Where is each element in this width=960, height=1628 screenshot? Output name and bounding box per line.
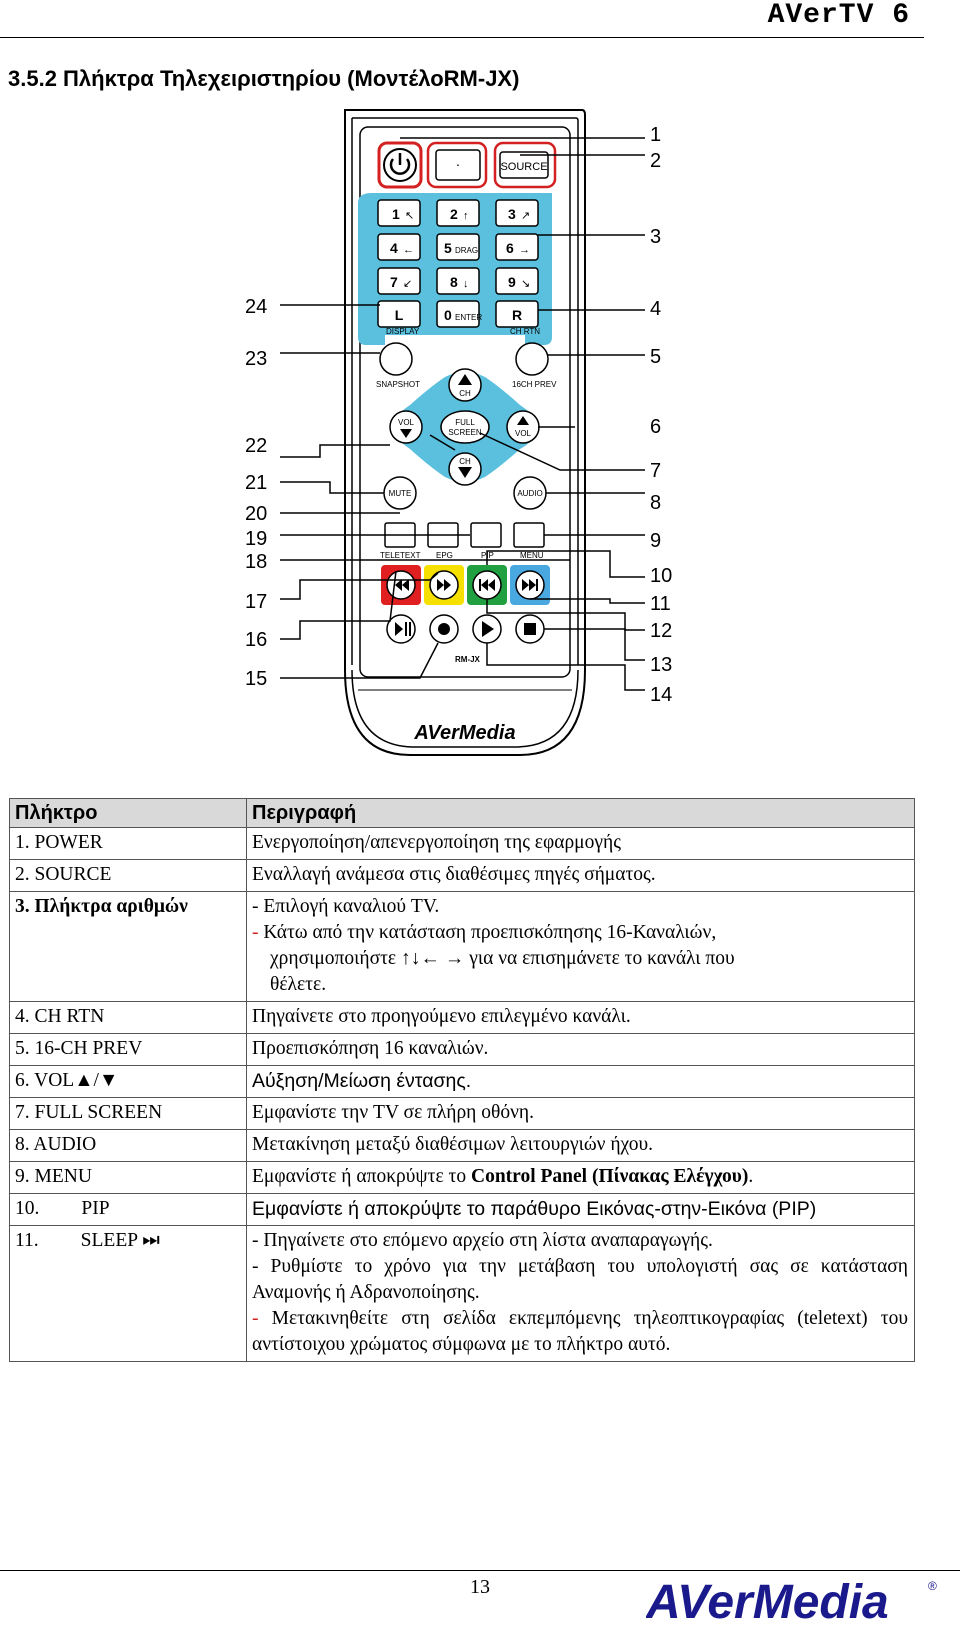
dot-label: · xyxy=(455,156,461,172)
table-row xyxy=(10,1098,915,1130)
column-header-description: Περιγραφή xyxy=(247,799,915,828)
svg-text:L: L xyxy=(394,307,404,323)
key-1[interactable] xyxy=(378,200,420,226)
svg-text:21: 21 xyxy=(245,472,268,494)
key-cell: 1. POWER xyxy=(10,828,247,860)
description-cell: Ενεργοποίηση/απενεργοποίηση της εφαρμογής xyxy=(247,828,915,860)
remote-brand-logo: AVerMedia xyxy=(414,722,516,744)
menu-button[interactable] xyxy=(514,523,544,547)
svg-text:1: 1 xyxy=(650,124,662,146)
svg-text:↙: ↙ xyxy=(403,278,413,290)
source-label: SOURCE xyxy=(500,161,548,173)
svg-text:20: 20 xyxy=(245,503,268,525)
prev16-label: 16CH PREV xyxy=(512,380,557,389)
menu-label: MENU xyxy=(520,551,544,560)
callout-numbers-left xyxy=(245,296,267,690)
description-cell: Εμφανίστε ή αποκρύψτε το παράθυρο Εικόνας-στην-Εικόνα (PIP) xyxy=(247,1194,915,1226)
svg-text:15: 15 xyxy=(245,668,268,690)
key-2[interactable] xyxy=(437,200,479,226)
svg-text:AUDIO: AUDIO xyxy=(517,489,543,498)
remote-control-figure xyxy=(0,105,960,795)
key-3[interactable] xyxy=(496,200,538,226)
key-7[interactable] xyxy=(378,268,420,294)
table-row xyxy=(10,1162,915,1194)
key-cell: 2. SOURCE xyxy=(10,860,247,892)
svg-text:CH: CH xyxy=(459,457,471,466)
key-cell: 9. MENU xyxy=(10,1162,247,1194)
table-row xyxy=(10,1066,915,1098)
svg-text:10: 10 xyxy=(650,565,673,587)
svg-text:3: 3 xyxy=(650,226,662,248)
svg-text:11: 11 xyxy=(650,593,671,615)
svg-text:24: 24 xyxy=(245,296,268,318)
svg-text:ENTER: ENTER xyxy=(455,313,483,322)
record-button[interactable] xyxy=(430,615,458,643)
key-l-display[interactable] xyxy=(378,301,420,327)
page-number: 13 xyxy=(470,1576,490,1598)
table-row xyxy=(10,1194,915,1226)
key-cell: 11. SLEEP ⏭ xyxy=(10,1226,247,1362)
svg-text:8: 8 xyxy=(450,274,458,290)
svg-text:5: 5 xyxy=(650,346,662,368)
play-button[interactable] xyxy=(473,615,501,643)
description-cell: Εμφανίστε την TV σε πλήρη οθόνη. xyxy=(247,1098,915,1130)
key-description-table xyxy=(9,798,915,1362)
svg-text:17: 17 xyxy=(245,591,268,613)
svg-text:5: 5 xyxy=(444,240,452,256)
table-row xyxy=(10,1002,915,1034)
display-label: DISPLAY xyxy=(386,327,420,336)
forward-button[interactable] xyxy=(430,571,458,599)
previous-button[interactable] xyxy=(473,571,501,599)
svg-text:CH: CH xyxy=(459,389,471,398)
key-4[interactable] xyxy=(378,234,420,260)
table-row xyxy=(10,828,915,860)
table-row xyxy=(10,1034,915,1066)
svg-text:22: 22 xyxy=(245,435,268,457)
svg-text:12: 12 xyxy=(650,620,673,642)
svg-text:←: ← xyxy=(403,244,414,256)
svg-text:R: R xyxy=(511,307,523,323)
svg-text:DRAG: DRAG xyxy=(455,246,479,255)
prev16-button[interactable] xyxy=(516,343,548,375)
svg-text:7: 7 xyxy=(390,274,398,290)
section-title: 3.5.2 Πλήκτρα Τηλεχειριστηρίου (ΜοντέλοRM-JX) xyxy=(8,66,520,91)
full-screen-button[interactable] xyxy=(441,411,489,443)
svg-text:↑: ↑ xyxy=(463,210,469,222)
svg-text:1: 1 xyxy=(392,206,400,222)
key-cell: 4. CH RTN xyxy=(10,1002,247,1034)
svg-text:9: 9 xyxy=(508,274,516,290)
svg-text:14: 14 xyxy=(650,684,673,706)
description-line: χρησιμοποιήστε ↑↓← → για να επισημάνετε το κανάλι που xyxy=(270,948,735,969)
svg-text:6: 6 xyxy=(650,416,662,438)
key-6[interactable] xyxy=(496,234,538,260)
description-line: - Μετακινηθείτε στη σελίδα εκπεμπόμενης τηλεοπτικογραφίας (teletext) του αντίστοιχου χρώματος σύμφωνα με το πλήκτρο αυτό. xyxy=(252,1308,908,1355)
column-header-key: Πλήκτρο xyxy=(10,799,247,828)
svg-text:3: 3 xyxy=(508,206,516,222)
svg-text:↗: ↗ xyxy=(521,210,531,222)
snapshot-button[interactable] xyxy=(380,343,412,375)
description-line: - Επιλογή καναλιού TV. xyxy=(252,896,440,917)
rewind-button[interactable] xyxy=(387,571,415,599)
key-cell: 8. AUDIO xyxy=(10,1130,247,1162)
svg-text:19: 19 xyxy=(245,528,268,550)
pip-button[interactable] xyxy=(471,523,501,547)
footer-rule xyxy=(0,1570,960,1571)
teletext-label: TELETEXT xyxy=(380,551,421,560)
svg-text:6: 6 xyxy=(506,240,514,256)
model-label: RM-JX xyxy=(455,655,480,664)
svg-text:↓: ↓ xyxy=(463,278,469,290)
key-cell: 3. Πλήκτρα αριθμών xyxy=(10,892,247,1002)
ch-up-button[interactable] xyxy=(449,369,481,401)
header-rule xyxy=(0,37,924,38)
svg-text:18: 18 xyxy=(245,551,268,573)
table-header-row xyxy=(10,799,915,828)
audio-button[interactable] xyxy=(514,477,546,509)
vol-up-button[interactable] xyxy=(507,411,539,443)
description-line: - Πηγαίνετε στο επόμενο αρχείο στη λίστα αναπαραγωγής. xyxy=(252,1230,713,1251)
key-r-chrtn[interactable] xyxy=(496,301,538,327)
svg-text:MUTE: MUTE xyxy=(388,489,412,498)
svg-text:13: 13 xyxy=(650,654,673,676)
svg-text:→: → xyxy=(519,244,530,256)
svg-text:AVerMedia: AVerMedia xyxy=(646,1576,889,1624)
svg-text:2: 2 xyxy=(450,206,458,222)
number-keypad xyxy=(378,200,540,336)
table-row xyxy=(10,892,915,1002)
table-row xyxy=(10,1130,915,1162)
svg-text:2: 2 xyxy=(650,150,662,172)
svg-text:9: 9 xyxy=(650,530,662,552)
svg-text:0: 0 xyxy=(444,307,452,323)
svg-text:VOL: VOL xyxy=(397,418,415,427)
play-pause-button[interactable] xyxy=(387,615,415,643)
pip-label: PIP xyxy=(481,551,494,560)
svg-text:FULL: FULL xyxy=(455,418,475,427)
svg-text:®: ® xyxy=(928,1579,937,1593)
svg-text:7: 7 xyxy=(650,460,662,482)
table-row xyxy=(10,1226,915,1362)
description-cell: Εναλλαγή ανάμεσα στις διαθέσιμες πηγές σήματος. xyxy=(247,860,915,892)
description-cell: Προεπισκόπηση 16 καναλιών. xyxy=(247,1034,915,1066)
callout-numbers-right xyxy=(650,124,672,706)
key-cell: 6. VOL▲/▼ xyxy=(10,1066,247,1098)
svg-text:23: 23 xyxy=(245,348,268,370)
key-9[interactable] xyxy=(496,268,538,294)
svg-text:VOL: VOL xyxy=(514,429,532,438)
description-cell xyxy=(247,1226,915,1362)
description-line: - Κάτω από την κατάσταση προεπισκόπησης 16-Καναλιών, xyxy=(252,922,717,943)
svg-text:↘: ↘ xyxy=(521,278,531,290)
key-cell: 7. FULL SCREEN xyxy=(10,1098,247,1130)
snapshot-label: SNAPSHOT xyxy=(376,380,421,389)
description-cell: Μετακίνηση μεταξύ διαθέσιμων λειτουργιών ήχου. xyxy=(247,1130,915,1162)
description-line: - Ρυθμίστε το χρόνο για την μετάβαση του υπολογιστή σας σε κατάσταση Αναμονής ή Αδρανοποίησης. xyxy=(252,1256,908,1303)
ch-down-button[interactable] xyxy=(449,453,481,485)
key-cell: 5. 16-CH PREV xyxy=(10,1034,247,1066)
page-header-title: AVerTV 6 xyxy=(767,0,910,31)
stop-button[interactable] xyxy=(516,615,544,643)
key-cell: 10. PIP xyxy=(10,1194,247,1226)
description-cell xyxy=(247,892,915,1002)
table-row xyxy=(10,860,915,892)
svg-text:4: 4 xyxy=(390,240,398,256)
key-0-enter[interactable] xyxy=(437,301,482,327)
mute-button[interactable] xyxy=(384,477,416,509)
epg-label: EPG xyxy=(436,551,453,560)
svg-text:SCREEN: SCREEN xyxy=(448,428,482,437)
next-sleep-button[interactable] xyxy=(516,571,544,599)
key-5[interactable] xyxy=(437,234,479,260)
vol-down-button[interactable] xyxy=(390,411,422,443)
svg-text:16: 16 xyxy=(245,629,268,651)
key-8[interactable] xyxy=(437,268,479,294)
svg-text:4: 4 xyxy=(650,298,662,320)
description-cell: Πηγαίνετε στο προηγούμενο επιλεγμένο κανάλι. xyxy=(247,1002,915,1034)
description-cell: Αύξηση/Μείωση έντασης. xyxy=(247,1066,915,1098)
description-cell: Εμφανίστε ή αποκρύψτε το Control Panel (Πίνακας Ελέγχου). xyxy=(247,1162,915,1194)
chrtn-label: CH RTN xyxy=(510,327,541,336)
svg-text:↖: ↖ xyxy=(405,210,415,222)
description-line: θέλετε. xyxy=(270,974,327,995)
svg-text:8: 8 xyxy=(650,492,662,514)
avermedia-logo xyxy=(646,1574,946,1624)
